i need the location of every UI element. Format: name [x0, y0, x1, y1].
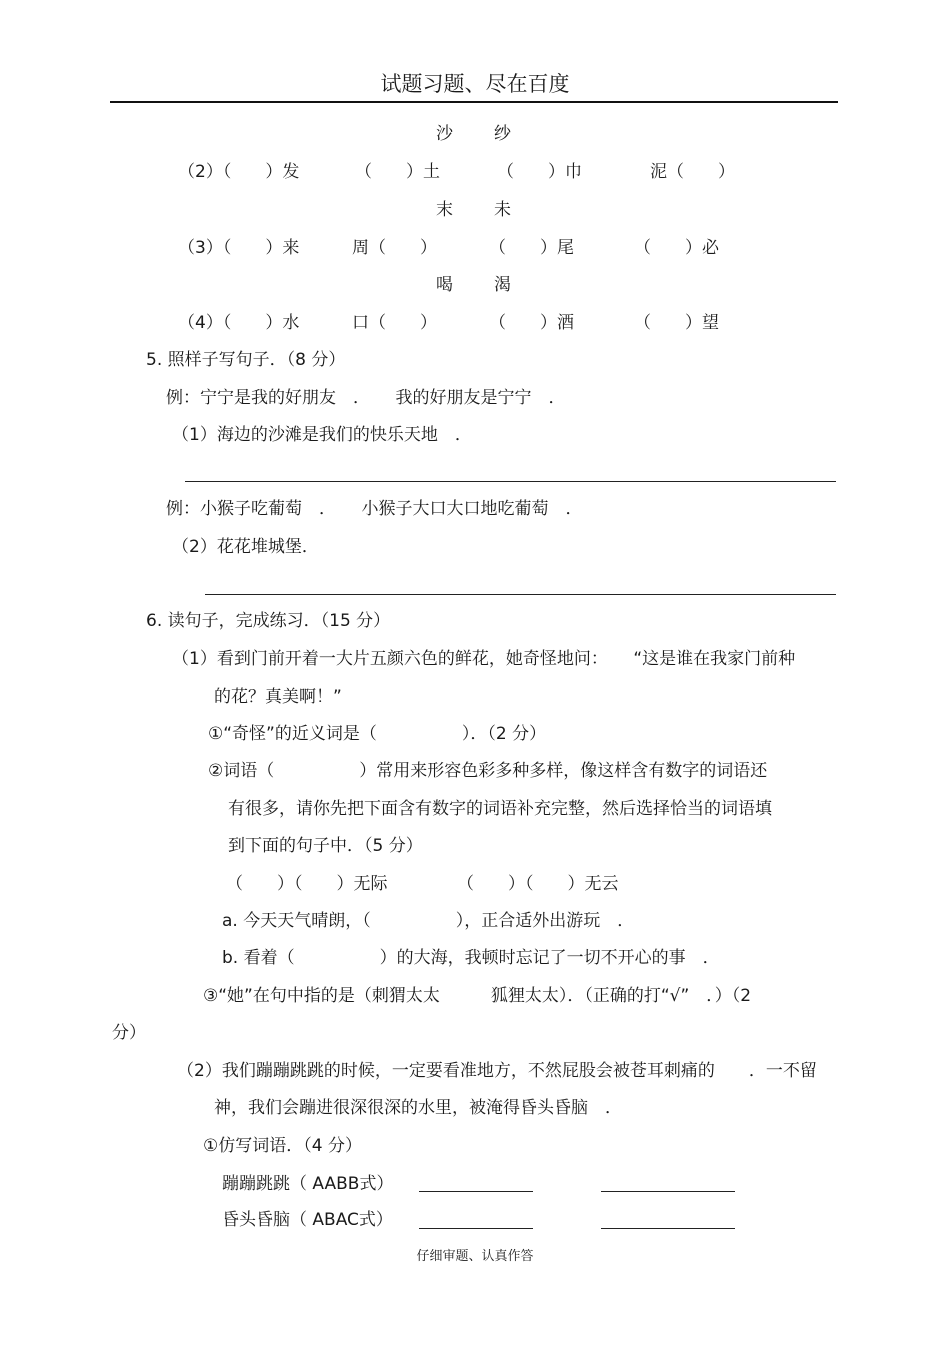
q5-answer-line-2[interactable] [205, 594, 836, 595]
q5-example-1: 例：宁宁是我的好朋友 ． 我的好朋友是宁宁 ． [166, 388, 566, 408]
fill-row-item: 泥（ ） [650, 162, 735, 182]
question-5-title: 5. 照样子写句子．（8 分） [146, 350, 346, 370]
q6-sub-3: ③“她”在句中指的是（刺猬太太 狐狸太太）．（正确的打“√” ．）（2 [203, 986, 752, 1006]
fill-row-item: （ ）巾 [497, 162, 582, 182]
q6-passage-1-line-1: （1）看到门前开着一大片五颜六色的鲜花，她奇怪地问： “这是谁在我家门前种 [172, 649, 796, 669]
abac-answer-line-1[interactable] [419, 1228, 533, 1229]
q6-sentence-b: b. 看着（ ）的大海，我顿时忘记了一切不开心的事 ． [222, 948, 720, 968]
fill-row-item: （ ）尾 [489, 238, 574, 258]
q5-answer-line-1[interactable] [185, 481, 836, 482]
q6-sub-2-line-2: 有很多，请你先把下面含有数字的词语补充完整，然后选择恰当的词语填 [228, 799, 772, 819]
pair-char: 纱 [494, 124, 511, 144]
q6-fill-phrase-b: （ ）（ ）无云 [457, 874, 619, 894]
page-footer: 仔细审题、认真作答 [416, 1249, 534, 1264]
question-6-title: 6. 读句子，完成练习．（15 分） [146, 611, 391, 631]
fill-row-item: （2）（ ）发 [178, 162, 300, 182]
q6-sub-2-line-3: 到下面的句子中．（5 分） [228, 836, 423, 856]
fill-row-item: 口（ ） [352, 313, 437, 333]
q6-imitate-title: ①仿写词语．（4 分） [203, 1136, 362, 1156]
q6-sub-2-line-1: ②词语（ ）常用来形容色彩多种多样，像这样含有数字的词语还 [208, 761, 768, 781]
q6-aabb-label: 蹦蹦跳跳（ AABB式） [222, 1174, 394, 1194]
aabb-answer-line-2[interactable] [601, 1191, 735, 1192]
q6-passage-1-line-2: 的花？真美啊！” [214, 687, 342, 707]
aabb-answer-line-1[interactable] [419, 1191, 533, 1192]
q5-example-2: 例：小猴子吃葡萄 ． 小猴子大口大口地吃葡萄 ． [166, 499, 583, 519]
header-rule [110, 101, 838, 103]
fill-row-item: （ ）酒 [489, 313, 574, 333]
q6-fill-phrase-a: （ ）（ ）无际 [226, 874, 388, 894]
pair-char: 未 [494, 200, 511, 220]
fill-row-item: （ ）必 [634, 238, 719, 258]
q6-sub-3-tail: 分） [112, 1023, 146, 1043]
fill-row-item: （ ）土 [355, 162, 440, 182]
q6-passage-2-line-1: （2）我们蹦蹦跳跳的时候，一定要看准地方，不然屁股会被苍耳刺痛的 ．一不留 [177, 1061, 817, 1081]
q6-sentence-a: a. 今天天气晴朗，（ ），正合适外出游玩 ． [222, 911, 635, 931]
pair-char: 渴 [494, 275, 511, 295]
abac-answer-line-2[interactable] [601, 1228, 735, 1229]
fill-row-item: （ ）望 [634, 313, 719, 333]
q6-abac-label: 昏头昏脑（ ABAC式） [222, 1210, 393, 1230]
fill-row-item: （4）（ ）水 [178, 313, 300, 333]
pair-char: 喝 [436, 275, 453, 295]
q6-sub-1: ①“奇怪”的近义词是（ ）．（2 分） [208, 724, 547, 744]
fill-row-item: 周（ ） [352, 238, 437, 258]
pair-char: 末 [436, 200, 453, 220]
q5-item-1: （1）海边的沙滩是我们的快乐天地 ． [172, 425, 472, 445]
q6-passage-2-line-2: 神，我们会蹦进很深很深的水里，被淹得昏头昏脑 ． [214, 1098, 622, 1118]
fill-row-item: （3）（ ）来 [178, 238, 300, 258]
page-header: 试题习题、尽在百度 [380, 72, 570, 96]
pair-char: 沙 [436, 124, 453, 144]
q5-item-2: （2）花花堆城堡． [172, 537, 319, 557]
